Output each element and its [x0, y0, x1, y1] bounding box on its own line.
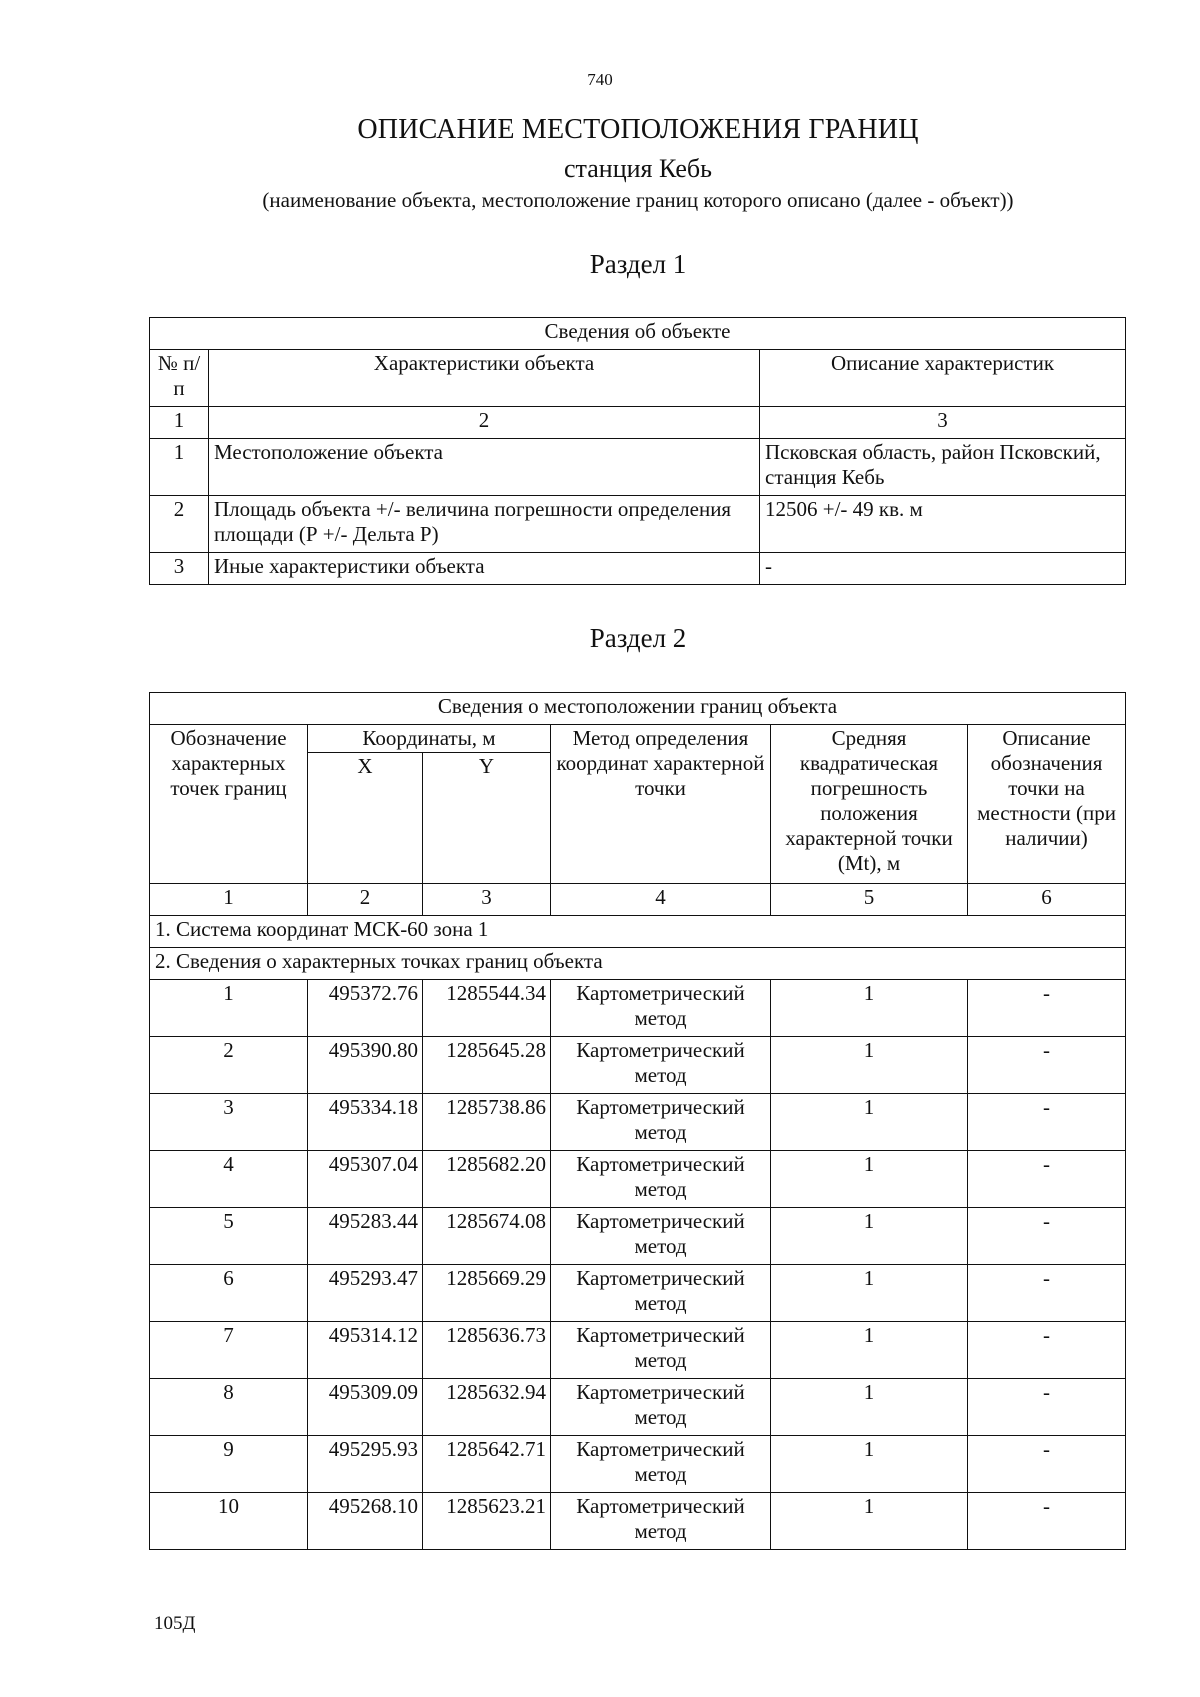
point-id: 9: [150, 1436, 308, 1493]
table-row: [150, 1379, 1126, 1436]
coord-y: 1285669.29: [423, 1265, 551, 1322]
coord-y: 1285623.21: [423, 1493, 551, 1550]
row-name: Площадь объекта +/- величина погрешности определения площади (Р +/- Дельта Р): [209, 496, 760, 553]
coord-x: 495293.47: [308, 1265, 423, 1322]
index-cell: 1: [150, 407, 209, 439]
coord-y: 1285636.73: [423, 1322, 551, 1379]
document-title: ОПИСАНИЕ МЕСТОПОЛОЖЕНИЯ ГРАНИЦ: [357, 114, 919, 145]
index-cell: 3: [760, 407, 1126, 439]
point-desc: -: [968, 1379, 1126, 1436]
point-error: 1: [771, 1379, 968, 1436]
row-num: 1: [150, 439, 209, 496]
header-error: Средняя квадратическая погрешность положения характерной точки (Mt), м: [771, 725, 968, 884]
table-row: [150, 1265, 1126, 1322]
point-method: Картометрический метод: [551, 1208, 771, 1265]
header-point: Обозначение характерных точек границ: [150, 725, 308, 884]
point-id: 3: [150, 1094, 308, 1151]
header-x: X: [308, 753, 423, 884]
point-method: Картометрический метод: [551, 1322, 771, 1379]
header-desc: Описание обозначения точки на местности (при наличии): [968, 725, 1126, 884]
point-id: 1: [150, 980, 308, 1037]
object-info-table-title: Сведения об объекте: [150, 318, 1126, 350]
section-1-heading: Раздел 1: [589, 249, 687, 279]
points-list: [150, 980, 1126, 1550]
table-row: [150, 439, 1126, 496]
coord-y: 1285674.08: [423, 1208, 551, 1265]
point-error: 1: [771, 1037, 968, 1094]
coord-x: 495283.44: [308, 1208, 423, 1265]
index-cell: 5: [771, 884, 968, 916]
point-error: 1: [771, 1151, 968, 1208]
point-error: 1: [771, 1322, 968, 1379]
coord-x: 495307.04: [308, 1151, 423, 1208]
point-desc: -: [968, 1094, 1126, 1151]
index-cell: 6: [968, 884, 1126, 916]
point-method: Картометрический метод: [551, 1379, 771, 1436]
coord-x: 495334.18: [308, 1094, 423, 1151]
point-desc: -: [968, 1208, 1126, 1265]
table-row: [150, 1322, 1126, 1379]
coord-y: 1285632.94: [423, 1379, 551, 1436]
row-num: 3: [150, 553, 209, 585]
coord-x: 495309.09: [308, 1379, 423, 1436]
point-error: 1: [771, 1208, 968, 1265]
point-method: Картометрический метод: [551, 1265, 771, 1322]
header-characteristics: Характеристики объекта: [209, 350, 760, 407]
section-2-heading: Раздел 2: [589, 623, 687, 653]
row-name: Местоположение объекта: [209, 439, 760, 496]
coord-x: 495295.93: [308, 1436, 423, 1493]
index-cell: 3: [423, 884, 551, 916]
table-row: [150, 553, 1126, 585]
coord-x: 495372.76: [308, 980, 423, 1037]
index-cell: 2: [209, 407, 760, 439]
point-error: 1: [771, 1094, 968, 1151]
boundary-points-table: [149, 692, 1126, 1550]
point-error: 1: [771, 1436, 968, 1493]
point-method: Картометрический метод: [551, 1094, 771, 1151]
index-cell: 1: [150, 884, 308, 916]
header-description: Описание характеристик: [760, 350, 1126, 407]
coord-y: 1285738.86: [423, 1094, 551, 1151]
table-row: [150, 1094, 1126, 1151]
point-id: 10: [150, 1493, 308, 1550]
point-desc: -: [968, 1151, 1126, 1208]
row-value: Псковская область, район Псковский, станция Кебь: [760, 439, 1126, 496]
points-caption-row: 2. Сведения о характерных точках границ объекта: [150, 948, 1126, 980]
coord-y: 1285642.71: [423, 1436, 551, 1493]
table-row: [150, 496, 1126, 553]
row-value: -: [760, 553, 1126, 585]
footer-code: 105Д: [154, 1613, 196, 1634]
coord-y: 1285645.28: [423, 1037, 551, 1094]
index-cell: 2: [308, 884, 423, 916]
row-value: 12506 +/- 49 кв. м: [760, 496, 1126, 553]
index-cell: 4: [551, 884, 771, 916]
point-desc: -: [968, 1322, 1126, 1379]
coord-x: 495314.12: [308, 1322, 423, 1379]
point-error: 1: [771, 1493, 968, 1550]
point-desc: -: [968, 1493, 1126, 1550]
table-row: [150, 1436, 1126, 1493]
document-caption: (наименование объекта, местоположение границ которого описано (далее - объект)): [262, 188, 1014, 212]
table-row: [150, 1493, 1126, 1550]
point-id: 8: [150, 1379, 308, 1436]
header-num: № п/п: [150, 350, 209, 407]
table-row: [150, 1151, 1126, 1208]
row-num: 2: [150, 496, 209, 553]
coord-system-row: 1. Система координат МСК-60 зона 1: [150, 916, 1126, 948]
row-name: Иные характеристики объекта: [209, 553, 760, 585]
point-method: Картометрический метод: [551, 980, 771, 1037]
point-id: 6: [150, 1265, 308, 1322]
document-subtitle: станция Кебь: [564, 154, 712, 183]
coord-x: 495390.80: [308, 1037, 423, 1094]
point-error: 1: [771, 980, 968, 1037]
point-error: 1: [771, 1265, 968, 1322]
coord-y: 1285544.34: [423, 980, 551, 1037]
page-number: 740: [587, 70, 613, 89]
table-row: [150, 1037, 1126, 1094]
point-method: Картометрический метод: [551, 1436, 771, 1493]
point-desc: -: [968, 1436, 1126, 1493]
coord-y: 1285682.20: [423, 1151, 551, 1208]
point-desc: -: [968, 1265, 1126, 1322]
point-method: Картометрический метод: [551, 1493, 771, 1550]
point-id: 5: [150, 1208, 308, 1265]
point-id: 2: [150, 1037, 308, 1094]
coord-x: 495268.10: [308, 1493, 423, 1550]
boundary-table-title: Сведения о местоположении границ объекта: [150, 693, 1126, 725]
table-row: [150, 1208, 1126, 1265]
header-y: Y: [423, 753, 551, 884]
header-coords: Координаты, м: [308, 725, 551, 753]
header-method: Метод определения координат характерной точки: [551, 725, 771, 884]
point-id: 7: [150, 1322, 308, 1379]
table-row: [150, 980, 1126, 1037]
point-desc: -: [968, 980, 1126, 1037]
object-info-table: [149, 317, 1126, 585]
point-method: Картометрический метод: [551, 1151, 771, 1208]
point-method: Картометрический метод: [551, 1037, 771, 1094]
point-id: 4: [150, 1151, 308, 1208]
point-desc: -: [968, 1037, 1126, 1094]
